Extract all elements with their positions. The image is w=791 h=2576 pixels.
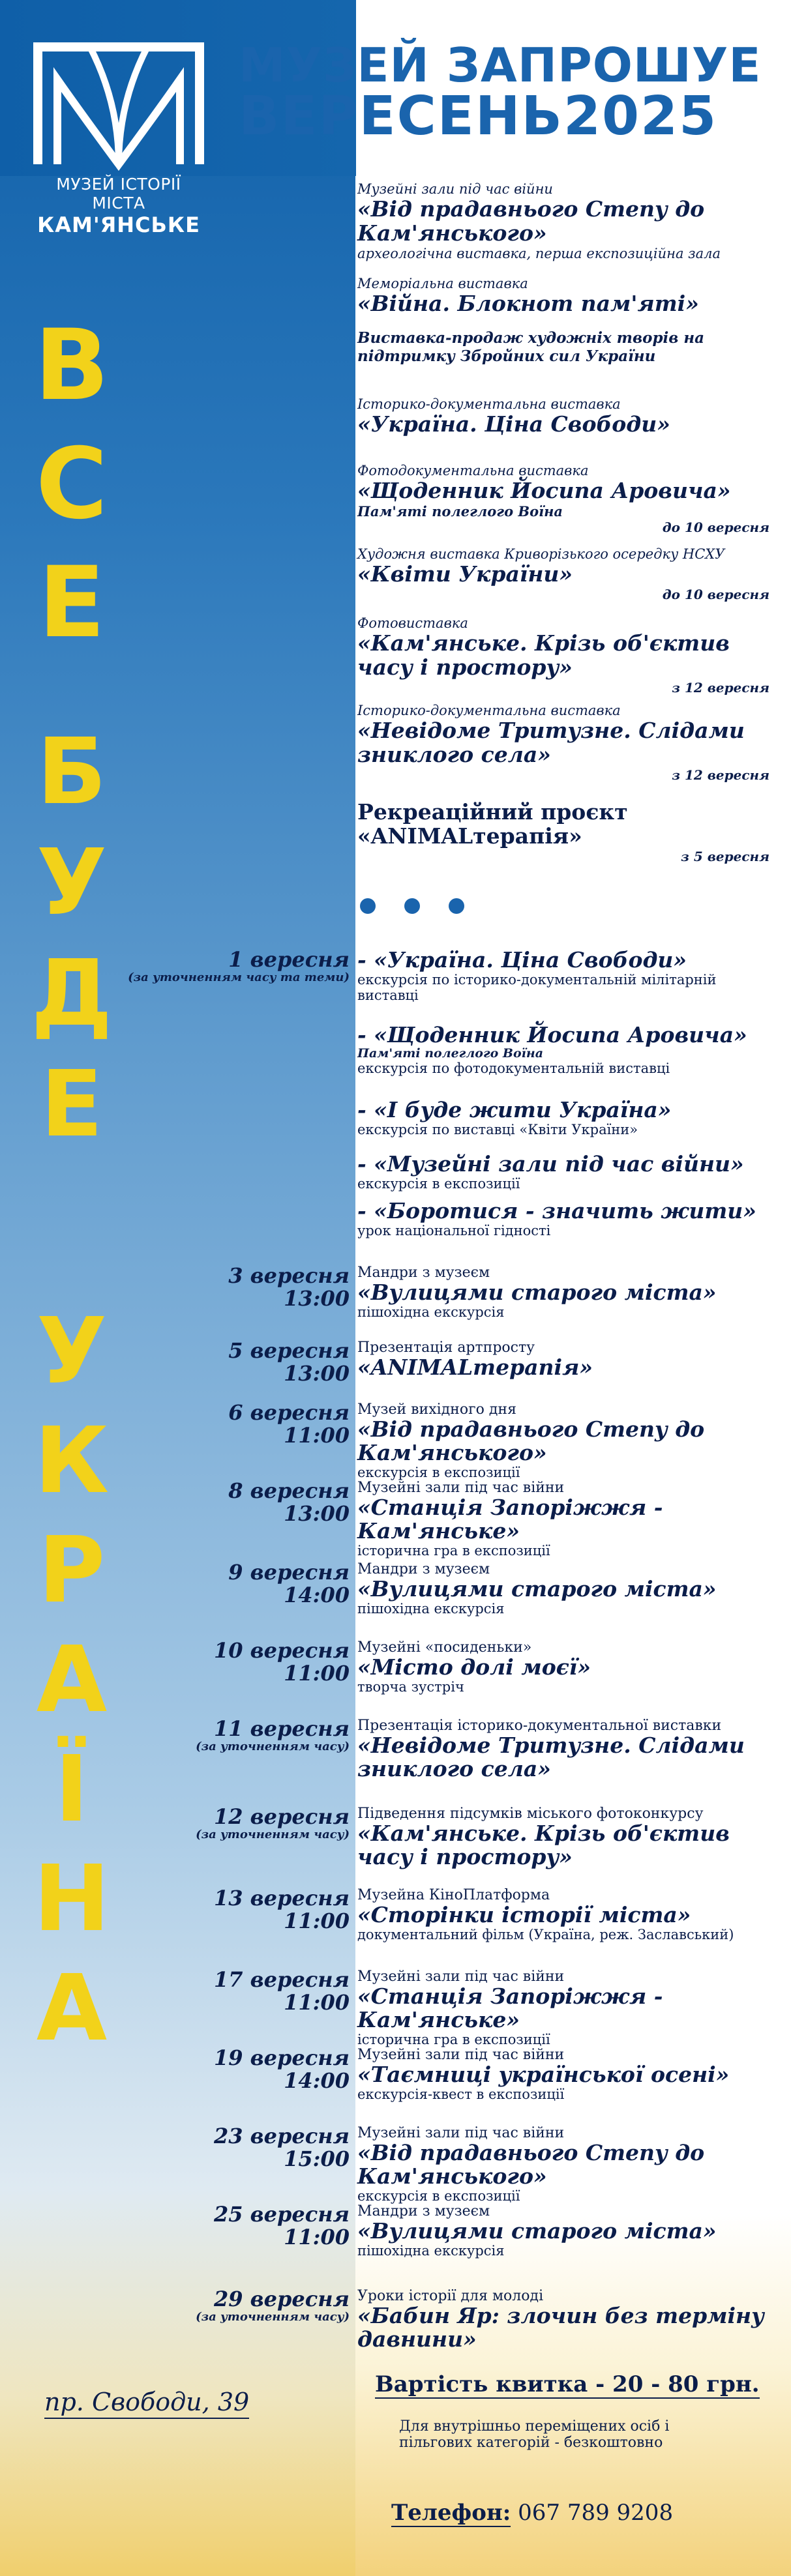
event-title: «Сторінки історії міста» [357,1902,691,1928]
event-title: - «Музейні зали під час війни» [357,1151,744,1177]
exhibition-title: «Війна. Блокнот пам'яті» [357,291,699,317]
event-when [214,2047,350,2092]
event-when [196,1718,350,1753]
exhibition-title: «Квіти України» [357,561,573,587]
event-what [357,2047,781,2102]
event-title: - «Україна. Ціна Свободи» [357,947,687,973]
slogan-letter: Б [37,719,107,825]
event-what [357,1098,781,1137]
separator-dots [360,898,464,914]
event-date: 11 вересня [213,1716,350,1741]
slogan-letter: Ї [54,1736,89,1843]
exhibition-date: до 10 вересня [662,520,769,536]
title-line-2: ВЕРЕСЕНЬ2025 [239,85,718,147]
event-date: 3 вересня [228,1263,350,1288]
event-date: 1 вересня [228,947,350,972]
event-title: - «Боротися - значить жити» [357,1198,756,1223]
dot [449,898,464,914]
event-time: 14:00 [284,1582,350,1607]
slogan-letter: С [35,428,108,541]
slogan-letter: Н [33,1846,110,1952]
event-time: 11:00 [284,1989,350,2015]
exhibition-4 [357,396,775,437]
event-what [357,1339,781,1379]
slogan-letter: Е [38,546,106,660]
event-what [357,1969,781,2047]
event-pre: Музейні «посиденьки» [357,1639,532,1656]
slogan-letter: У [37,1298,107,1405]
logo-line-2: КАМ'ЯНСЬКЕ [37,212,200,237]
event-time: 11:00 [284,1908,350,1933]
exhibition-pre: Історико-документальна виставка [357,703,621,718]
event-what [357,1718,781,1781]
event-date: 5 вересня [228,1338,350,1363]
address: пр. Свободи, 39 [44,2388,249,2419]
exhibition-pre: Фотовиставка [357,615,468,631]
exhibition-title: «Невідоме Тритузне. Слідами зниклого села» [357,718,745,768]
event-sub: екскурсія по фотодокументальній виставці [357,1061,670,1077]
event-pre: Музейна КіноПлатформа [357,1887,550,1903]
event-pre: Презентація історико-документальної виставки [357,1718,722,1734]
exhibition-8 [357,703,775,783]
event-sub: пішохідна екскурсія [357,1600,505,1617]
exhibition-title: «Від прадавнього Степу до Кам'янського» [357,196,705,246]
event-when [128,948,350,984]
event-sub: екскурсія в експозиції [357,2188,520,2204]
slogan-word-1 [0,306,143,662]
event-pre: Підведення підсумків міського фотоконкурсу [357,1806,704,1822]
event-date: 8 вересня [228,1478,350,1503]
price-note: Для внутрішньо переміщених осіб і пільгових категорій - безкоштовно [399,2418,670,2452]
exhibition-pre: Фотодокументальна виставка [357,463,589,478]
event-sub: урок національної гідності [357,1222,551,1238]
slogan-word-2 [0,717,143,1160]
event-pre: Мандри з музеєм [357,1561,490,1577]
event-title: «Вулицями старого міста» [357,2218,717,2244]
phone-label: Телефон: [391,2500,511,2526]
exhibition-6 [357,546,775,602]
event-when [228,1339,350,1384]
slogan-letter: В [34,309,110,422]
event-when [228,1480,350,1525]
event-when [214,1887,350,1932]
event-when [228,1561,350,1606]
event-title: «ANIMALтерапія» [357,1354,593,1381]
event-title: - «Щоденник Йосипа Аровича» [357,1022,747,1047]
event-title: «Вулицями старого міста» [357,1280,717,1306]
phone [391,2500,673,2526]
event-what [357,1152,781,1192]
exhibition-3 [357,329,775,365]
event-what [357,1023,781,1077]
exhibition-pre: Музейні зали під час війни [357,181,553,197]
event-what [357,1639,781,1695]
event-note: (за уточненням часу) [196,1739,350,1753]
slogan-letter: У [37,830,107,936]
event-when [214,2125,350,2170]
event-what [357,1561,781,1617]
event-title: «Від прадавнього Степу до Кам'янського» [357,1416,705,1465]
event-date: 6 вересня [228,1400,350,1425]
event-what [357,1401,781,1480]
exhibition-title: «Щоденник Йосипа Аровича» [357,478,731,504]
event-time: 13:00 [284,1360,350,1386]
event-sub: історична гра в експозиції [357,2031,550,2047]
event-pre: Музейні зали під час війни [357,1969,565,1985]
logo-line-1: МУЗЕЙ ІСТОРІЇ МІСТА [56,175,181,212]
exhibition-date: з 12 вересня [672,680,769,696]
slogan-letter: А [36,1627,108,1733]
event-pre: Мандри з музеєм [357,2203,490,2219]
event-title: «Таємниці української осені» [357,2062,730,2088]
slogan-letter: Р [38,1517,106,1624]
event-title: «Станція Запоріжжя - Кам'янське» [357,1495,663,1544]
slogan-letter: А [36,1955,108,2062]
event-title: «Місто долі моєї» [357,1654,591,1680]
event-sub: екскурсія по історико-документальній мілітарній виставці [357,971,717,1003]
exhibition-date: до 10 вересня [662,587,769,603]
exhibition-date: з 5 вересня [681,848,769,864]
dot [360,898,376,914]
event-date: 9 вересня [228,1560,350,1585]
event-date: 10 вересня [213,1638,350,1663]
event-title: «Вулицями старого міста» [357,1576,717,1602]
event-pre: Презентація артпросту [357,1339,535,1356]
exhibition-title: Виставка-продаж художніх творів на підтримку Збройних сил України [357,329,705,365]
event-pre: Музейні зали під час війни [357,2047,565,2063]
event-sub: екскурсія-квест в експозиції [357,2086,565,2102]
event-pre: Музейні зали під час війни [357,2125,565,2141]
event-sub: документальний фільм (Україна, реж. Заславський) [357,1926,734,1942]
event-what [357,1265,781,1320]
slogan-letter: Е [40,1051,103,1158]
event-what [357,2125,781,2204]
event-what [357,1887,781,1942]
event-what [357,948,781,1003]
event-date: 19 вересня [213,2045,350,2070]
event-pre: Мандри з музеєм [357,1265,490,1281]
exhibition-title: «Кам'янське. Крізь об'єктив часу і простору» [357,630,730,681]
event-sub: пішохідна екскурсія [357,1304,505,1320]
event-title: «Станція Запоріжжя - Кам'янське» [357,1983,663,2032]
event-date: 29 вересня [213,2287,350,2311]
event-date: 25 вересня [213,2202,350,2227]
slogan-letter: К [34,1408,110,1514]
event-title: «Кам'янське. Крізь об'єктив часу і простору» [357,1821,730,1869]
event-note: (за уточненням часу) [196,1827,350,1841]
museum-logo-icon [31,40,206,171]
event-when [228,1265,350,1310]
exhibition-9 [357,800,775,864]
event-sub: екскурсія в експозиції [357,1175,520,1192]
title-line-1: МУЗЕЙ ЗАПРОШУЕ [239,38,762,93]
event-sub: пішохідна екскурсія [357,2242,505,2259]
event-title: - «І буде жити Україна» [357,1097,672,1122]
event-sub: історична гра в експозиції [357,1542,550,1559]
event-time: 13:00 [284,1500,350,1526]
event-what [357,2288,781,2351]
event-time: 14:00 [284,2068,350,2093]
event-what [357,1199,781,1238]
event-time: 11:00 [284,1660,350,1686]
event-when [228,1401,350,1446]
exhibition-5 [357,463,775,535]
event-pre: Музей вихідного дня [357,1401,516,1418]
event-what [357,2203,781,2259]
event-title: «Невідоме Тритузне. Слідами зниклого села» [357,1733,745,1781]
event-date: 13 вересня [213,1886,350,1910]
event-what [357,1480,781,1559]
exhibition-title: «Україна. Ціна Свободи» [357,411,670,437]
phone-number: 067 789 9208 [518,2500,674,2526]
museum-logo [31,40,206,237]
exhibition-sub: Пам'яті полеглого Воїна [357,503,563,520]
event-note: (за уточненням часу) [196,2309,350,2324]
event-when [196,2288,350,2324]
event-when [214,1969,350,2013]
event-date: 17 вересня [213,1967,350,1992]
event-pre: Уроки історії для молоді [357,2288,544,2304]
event-pre: Музейні зали під час війни [357,1480,565,1496]
event-sub: екскурсія в експозиції [357,1464,520,1480]
exhibition-sub: археологічна виставка, перша експозиційна зала [357,246,721,262]
event-date: 23 вересня [213,2124,350,2148]
event-when [214,1639,350,1684]
exhibition-pre: Художня виставка Криворізького осередку НСХУ [357,546,725,562]
event-what [357,1806,781,1869]
event-sub: екскурсія по виставці «Квіти України» [357,1121,638,1137]
event-time: 13:00 [284,1285,350,1311]
exhibition-pre: Меморіальна виставка [357,276,528,291]
dot [404,898,420,914]
exhibition-date: з 12 вересня [672,767,769,783]
exhibition-7 [357,615,775,695]
exhibition-pre: Історико-документальна виставка [357,396,621,412]
event-sub: творча зустріч [357,1678,464,1695]
poster-title [239,38,773,147]
slogan-letter: Д [31,941,113,1047]
event-title: «Від прадавнього Степу до Кам'янського» [357,2140,705,2189]
event-when [214,2203,350,2248]
event-when [196,1806,350,1841]
event-date: 12 вересня [213,1804,350,1829]
exhibition-2 [357,276,775,316]
ticket-price: Вартість квитка - 20 - 80 грн. [375,2371,760,2397]
event-sub-2: Пам'яті полеглого Воїна [357,1046,544,1061]
slogan-word-3 [0,1297,143,2064]
exhibition-title: Рекреаційний проєкт «ANIMALтерапія» [357,799,628,849]
event-title: «Бабин Яр: злочин без терміну давнини» [357,2303,764,2352]
event-time: 11:00 [284,2224,350,2249]
exhibition-1 [357,181,775,262]
event-time: 11:00 [284,1422,350,1448]
event-time: 15:00 [284,2146,350,2171]
event-note: (за уточненням часу та теми) [128,970,350,984]
